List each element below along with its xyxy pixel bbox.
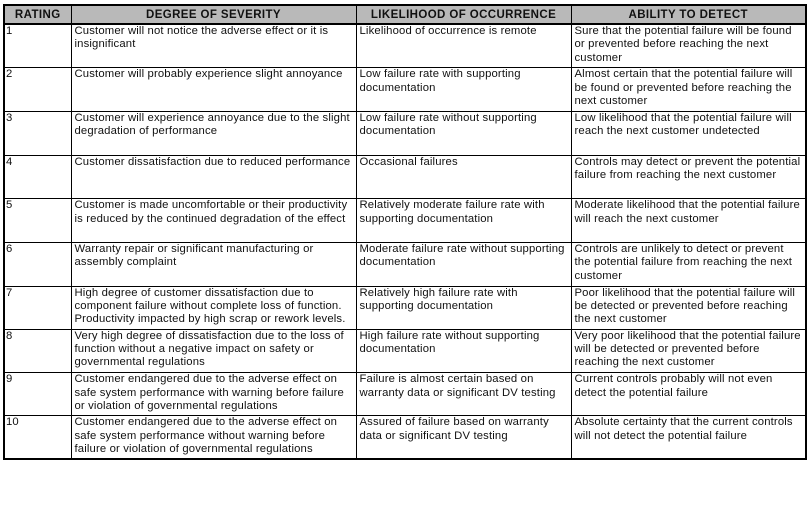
rating-cell: 2 — [4, 68, 71, 112]
detect-cell: Current controls probably will not even detect the potential failure — [571, 373, 806, 416]
severity-cell: Customer will probably experience slight annoyance — [71, 68, 356, 112]
severity-cell: Customer endangered due to the adverse effect on safe system performance without warning before failure or violation of governmental regulations — [71, 416, 356, 459]
rating-cell: 10 — [4, 416, 71, 459]
likelihood-cell: Low failure rate without supporting documentation — [356, 111, 571, 155]
detect-cell: Absolute certainty that the current controls will not detect the potential failure — [571, 416, 806, 459]
table-row — [4, 68, 806, 112]
table-row — [4, 286, 806, 329]
rating-cell: 8 — [4, 329, 71, 373]
rating-cell: 9 — [4, 373, 71, 416]
table-row — [4, 242, 806, 286]
table-row — [4, 373, 806, 416]
likelihood-cell: Relatively high failure rate with supporting documentation — [356, 286, 571, 329]
detect-cell: Almost certain that the potential failure will be found or prevented before reaching the next customer — [571, 68, 806, 112]
severity-cell: Warranty repair or significant manufacturing or assembly complaint — [71, 242, 356, 286]
table-row — [4, 329, 806, 373]
header-rating: RATING — [4, 5, 71, 24]
likelihood-cell: Occasional failures — [356, 155, 571, 199]
header-likelihood-of-occurrence: LIKELIHOOD OF OCCURRENCE — [356, 5, 571, 24]
severity-cell: Customer is made uncomfortable or their productivity is reduced by the continued degradation of the effect — [71, 199, 356, 243]
detect-cell: Very poor likelihood that the potential failure will be detected or prevented before reaching the next customer — [571, 329, 806, 373]
likelihood-cell: Likelihood of occurrence is remote — [356, 24, 571, 68]
header-ability-to-detect: ABILITY TO DETECT — [571, 5, 806, 24]
likelihood-cell: High failure rate without supporting documentation — [356, 329, 571, 373]
severity-cell: Customer endangered due to the adverse effect on safe system performance with warning before failure or violation of governmental regulations — [71, 373, 356, 416]
severity-cell: Customer will not notice the adverse effect or it is insignificant — [71, 24, 356, 68]
severity-cell: High degree of customer dissatisfaction due to component failure without complete loss of function. Productivity impacted by high scrap or rework levels. — [71, 286, 356, 329]
detect-cell: Controls may detect or prevent the potential failure from reaching the next customer — [571, 155, 806, 199]
table-header-row — [4, 5, 806, 24]
detect-cell: Sure that the potential failure will be found or prevented before reaching the next customer — [571, 24, 806, 68]
likelihood-cell: Assured of failure based on warranty data or significant DV testing — [356, 416, 571, 459]
header-degree-of-severity: DEGREE OF SEVERITY — [71, 5, 356, 24]
detect-cell: Controls are unlikely to detect or prevent the potential failure from reaching the next customer — [571, 242, 806, 286]
table-row — [4, 199, 806, 243]
rating-cell: 3 — [4, 111, 71, 155]
table-row — [4, 111, 806, 155]
severity-cell: Customer dissatisfaction due to reduced performance — [71, 155, 356, 199]
likelihood-cell: Failure is almost certain based on warranty data or significant DV testing — [356, 373, 571, 416]
rating-cell: 4 — [4, 155, 71, 199]
severity-cell: Very high degree of dissatisfaction due to the loss of function without a negative impact on safety or governmental regulations — [71, 329, 356, 373]
table-row — [4, 416, 806, 459]
detect-cell: Poor likelihood that the potential failure will be detected or prevented before reaching the next customer — [571, 286, 806, 329]
likelihood-cell: Moderate failure rate without supporting documentation — [356, 242, 571, 286]
rating-cell: 5 — [4, 199, 71, 243]
table-row — [4, 155, 806, 199]
detect-cell: Low likelihood that the potential failure will reach the next customer undetected — [571, 111, 806, 155]
fmea-rating-table — [3, 4, 807, 460]
likelihood-cell: Low failure rate with supporting documentation — [356, 68, 571, 112]
table-row — [4, 24, 806, 68]
likelihood-cell: Relatively moderate failure rate with supporting documentation — [356, 199, 571, 243]
rating-cell: 7 — [4, 286, 71, 329]
rating-cell: 6 — [4, 242, 71, 286]
detect-cell: Moderate likelihood that the potential failure will reach the next customer — [571, 199, 806, 243]
rating-cell: 1 — [4, 24, 71, 68]
rating-table-container — [3, 4, 807, 460]
severity-cell: Customer will experience annoyance due to the slight degradation of performance — [71, 111, 356, 155]
